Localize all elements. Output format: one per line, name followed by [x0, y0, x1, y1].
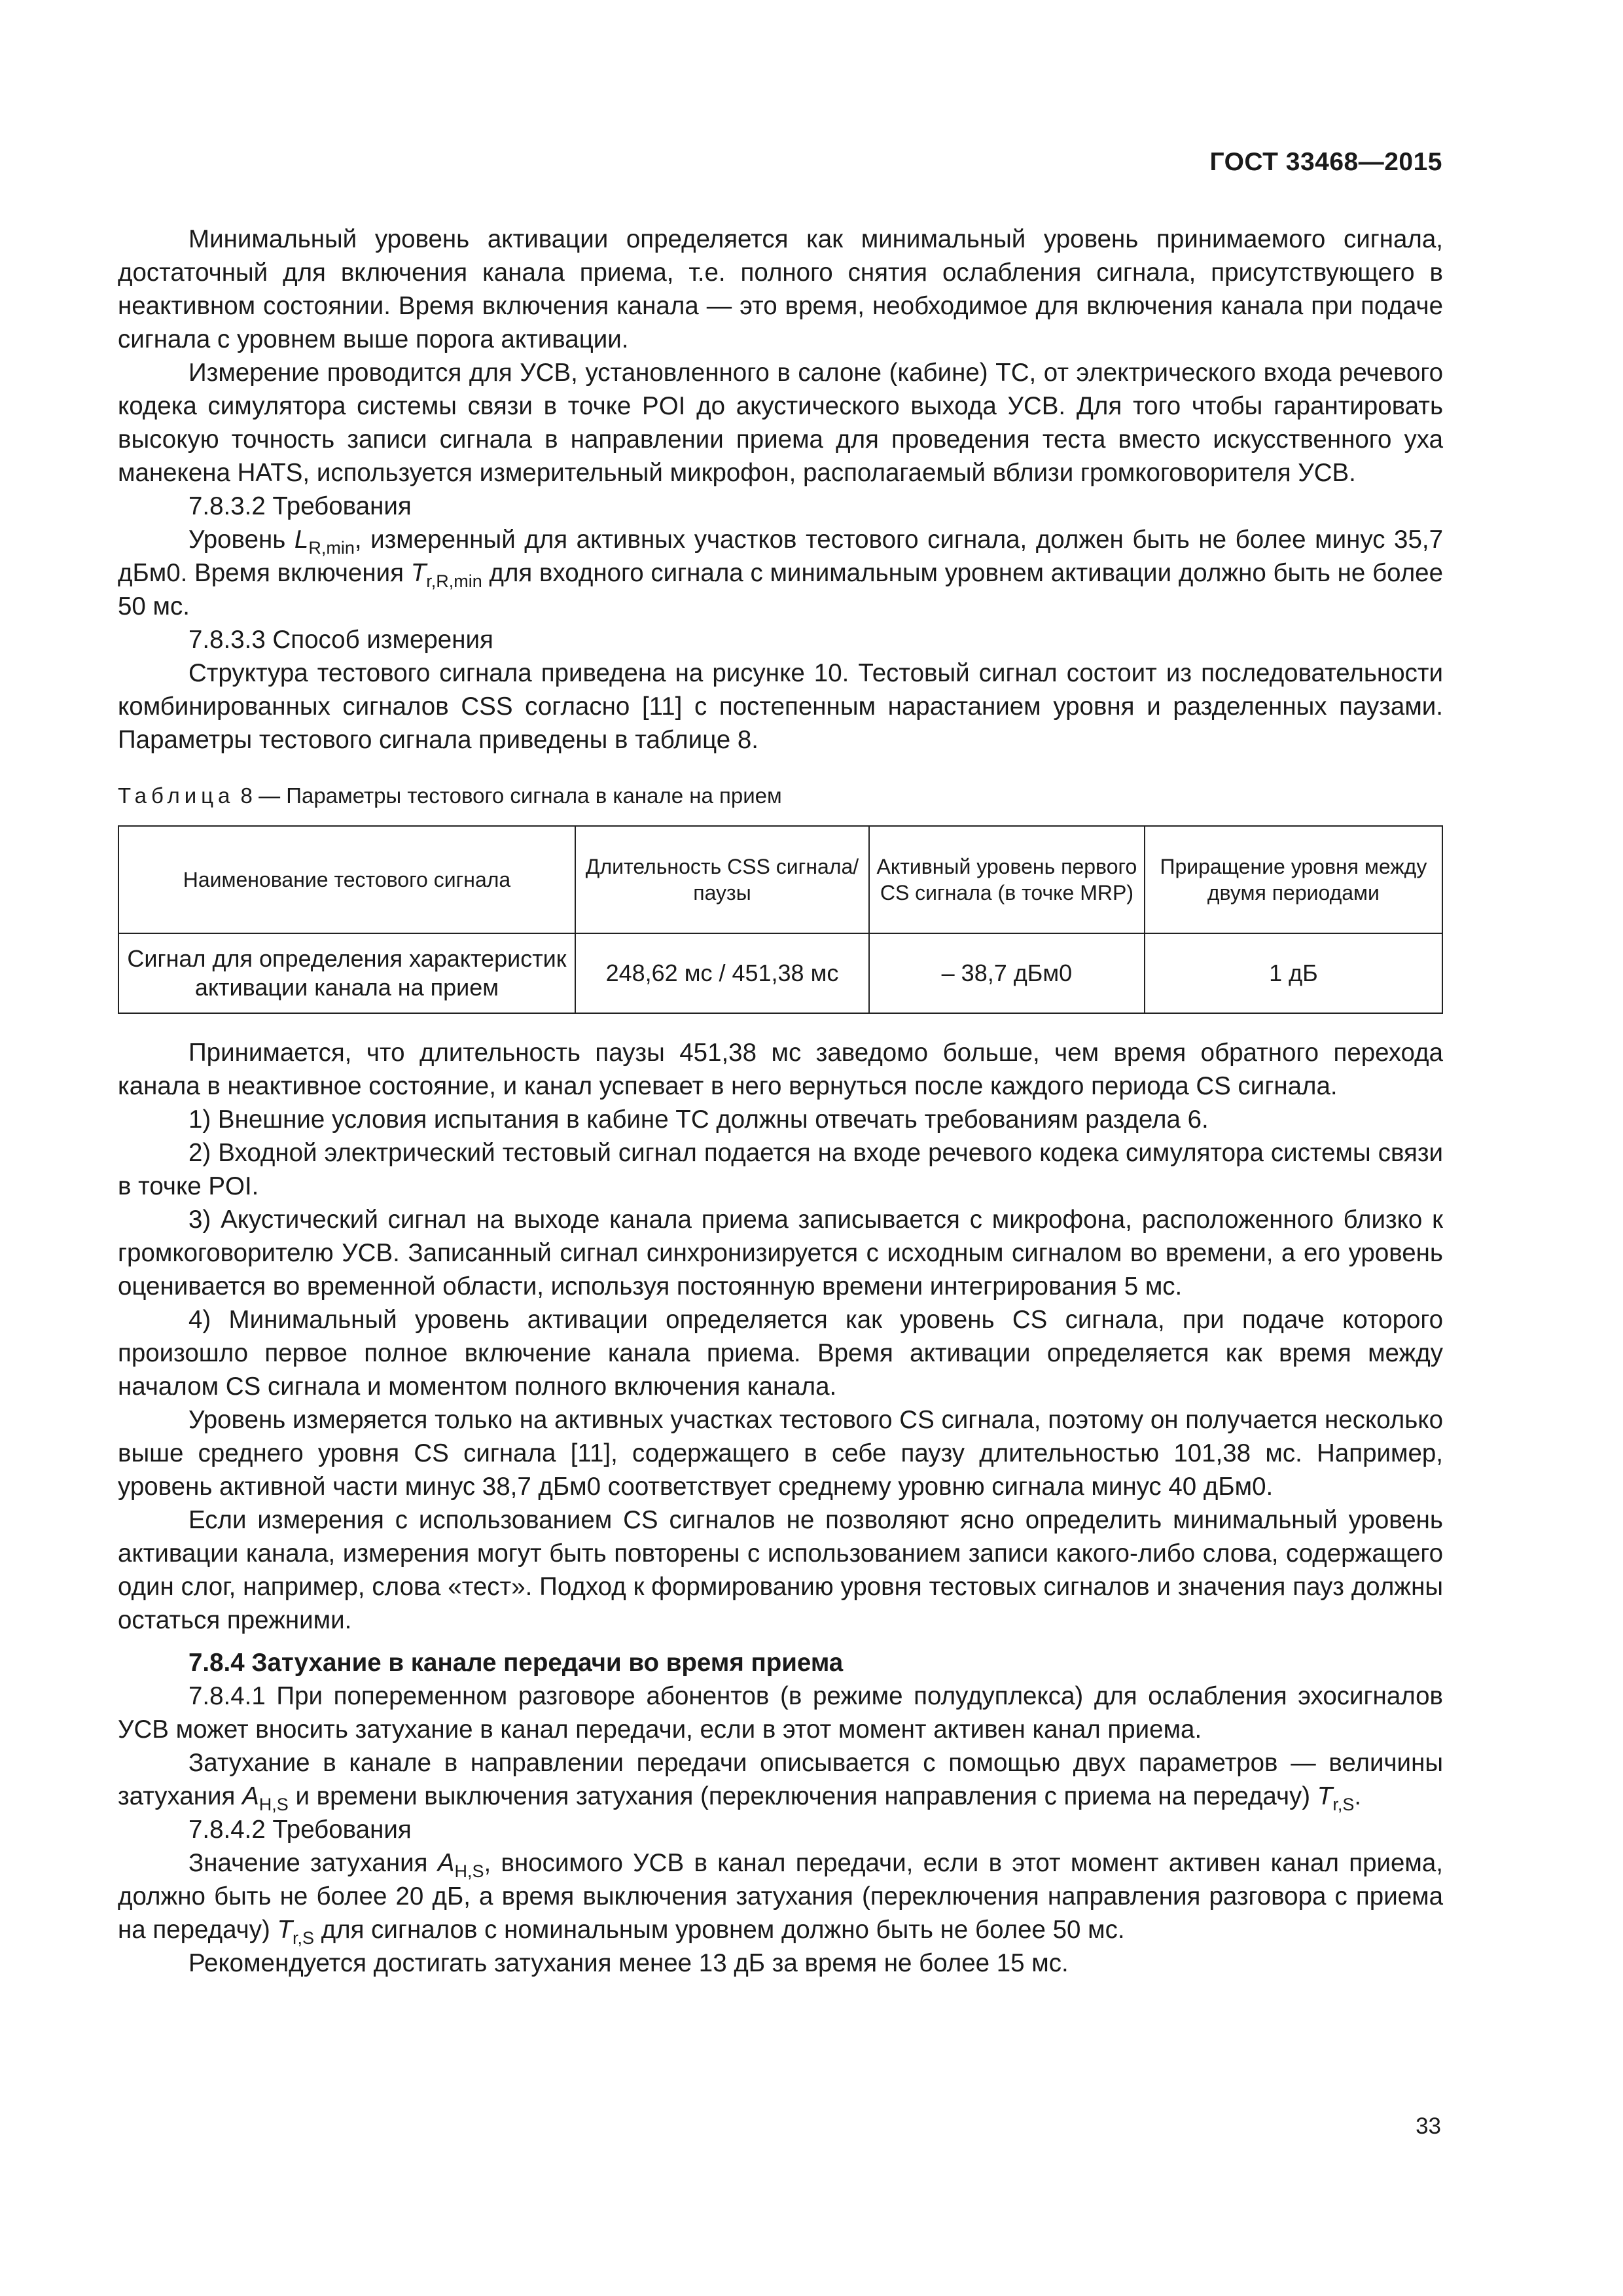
paragraph-pause-duration: Принимается, что длительность паузы 451,38 мс заведомо больше, чем время обратного перехода канала в неактивное состояние, и канал успевает в него вернуться после каждого периода CS сигнала.	[118, 1039, 1443, 1100]
list-item-step-4: 4) Минимальный уровень активации определяется как уровень CS сигнала, при подаче которого произошло первое полное включение канала приема. Время активации определяется как время между началом CS сигнала и моментом полного включения канала.	[118, 1306, 1443, 1401]
paragraph-measurement-setup: Измерение проводится для УСВ, установленного в салоне (кабине) ТС, от электрического входа речевого кодека симулятора системы связи в точке POI до акустического выхода УСВ. Для того чтобы гарантировать высокую точность записи сигнала в направлении приема для проведения теста вместо искусственного уха манекена HATS, используется измерительный микрофон, располагаемый вблизи громкоговорителя УСВ.	[118, 359, 1443, 487]
paragraph-activation-definition: Минимальный уровень активации определяется как минимальный уровень принимаемого сигнала, достаточный для включения канала приема, т.е. полного снятия ослабления сигнала, присутствующего в неактивном состоянии. Время включения канала — это время, необходимое для включения канала при подаче сигнала с уровнем выше порога активации.	[118, 225, 1443, 353]
table-header-cell: Активный уровень первого CS сигнала (в точке MRP)	[869, 826, 1145, 933]
paragraph-recommendation: Рекомендуется достигать затухания менее 13 дБ за время не более 15 мс.	[188, 1949, 1069, 1977]
table-test-signal-parameters	[118, 825, 1443, 1014]
table-cell: Сигнал для определения характеристик активации канала на прием	[118, 933, 575, 1013]
subheading-7832: 7.8.3.2 Требования	[188, 492, 412, 520]
list-item-step-2: 2) Входной электрический тестовый сигнал подается на входе речевого кодека симулятора системы связи в точке POI.	[118, 1139, 1443, 1200]
table-header-row	[118, 826, 1442, 933]
post-table-text	[118, 1036, 1443, 1637]
paragraph-requirements-7832: Уровень $L_{R,min}$, измеренный для активных участков тестового сигнала, должен быть не более минус 35,7 дБм0. Время включения $T_{r,R,min}$ для входного сигнала с минимальным уровнем активации должно быть не более 50 мс.	[118, 526, 1443, 620]
table-row	[118, 933, 1442, 1013]
paragraph-attenuation-parameters: Затухание в канале в направлении передачи описывается с помощью двух параметров — величины затухания $A_{H,S}$ и времени выключения затухания (переключения направления с приема на передачу) $T_{r,S}$.	[118, 1749, 1443, 1814]
list-item-step-3: 3) Акустический сигнал на выходе канала приема записывается с микрофона, расположенного близко к громкоговорителю УСВ. Записанный сигнал синхронизируется с исходным сигналом во времени, а его уровень оценивается во временной области, используя постоянную времени интегрирования 5 мс.	[118, 1206, 1443, 1300]
document-header: ГОСТ 33468—2015	[1209, 148, 1442, 176]
paragraph-7841: 7.8.4.1 При попеременном разговоре абонентов (в режиме полудуплекса) для ослабления эхосигналов УСВ может вносить затухание в канал передачи, если в этот момент активен канал приема.	[118, 1682, 1443, 1744]
page-number: 33	[1416, 2113, 1441, 2139]
table-cell: 1 дБ	[1145, 933, 1442, 1013]
list-item-step-1: 1) Внешние условия испытания в кабине ТС должны отвечать требованиям раздела 6.	[188, 1105, 1209, 1134]
table-header-cell: Приращение уровня между двумя периодами	[1145, 826, 1442, 933]
page-body	[118, 223, 1443, 1980]
table-caption: Таблица 8 — Параметры тестового сигнала в канале на прием	[118, 783, 782, 808]
table-header-cell: Длительность CSS сигнала/паузы	[575, 826, 869, 933]
table-cell: – 38,7 дБм0	[869, 933, 1145, 1013]
subheading-7842: 7.8.4.2 Требования	[188, 1816, 412, 1844]
paragraph-level-measurement: Уровень измеряется только на активных участках тестового CS сигнала, поэтому он получается несколько выше среднего уровня CS сигнала [11], содержащего в себе паузу длительностью 101,38 мс. Например, уровень активной части минус 38,7 дБм0 соответствует среднему уровню сигнала минус 40 дБм0.	[118, 1406, 1443, 1501]
table-cell: 248,62 мс / 451,38 мс	[575, 933, 869, 1013]
paragraph-test-signal-structure: Структура тестового сигнала приведена на рисунке 10. Тестовый сигнал состоит из последовательности комбинированных сигналов CSS согласно [11] с постепенным нарастанием уровня и разделенных паузами. Параметры тестового сигнала приведены в таблице 8.	[118, 659, 1443, 754]
section-heading-784: 7.8.4 Затухание в канале передачи во время приема	[188, 1649, 844, 1677]
paragraph-alternative-measurement: Если измерения с использованием CS сигналов не позволяют ясно определить минимальный уровень активации канала, измерения могут быть повторены с использованием записи какого-либо слова, содержащего один слог, например, слова «тест». Подход к формированию уровня тестовых сигналов и значения пауз должны остаться прежними.	[118, 1506, 1443, 1634]
subheading-7833: 7.8.3.3 Способ измерения	[188, 626, 493, 654]
table-header-cell: Наименование тестового сигнала	[118, 826, 575, 933]
paragraph-requirements-7842: Значение затухания $A_{H,S}$, вносимого УСВ в канал передачи, если в этот момент активен канал приема, должно быть не более 20 дБ, а время выключения затухания (переключения направления разговора с приема на передачу) $T_{r,S}$ для сигналов с номинальным уровнем должно быть не более 50 мс.	[118, 1849, 1443, 1948]
